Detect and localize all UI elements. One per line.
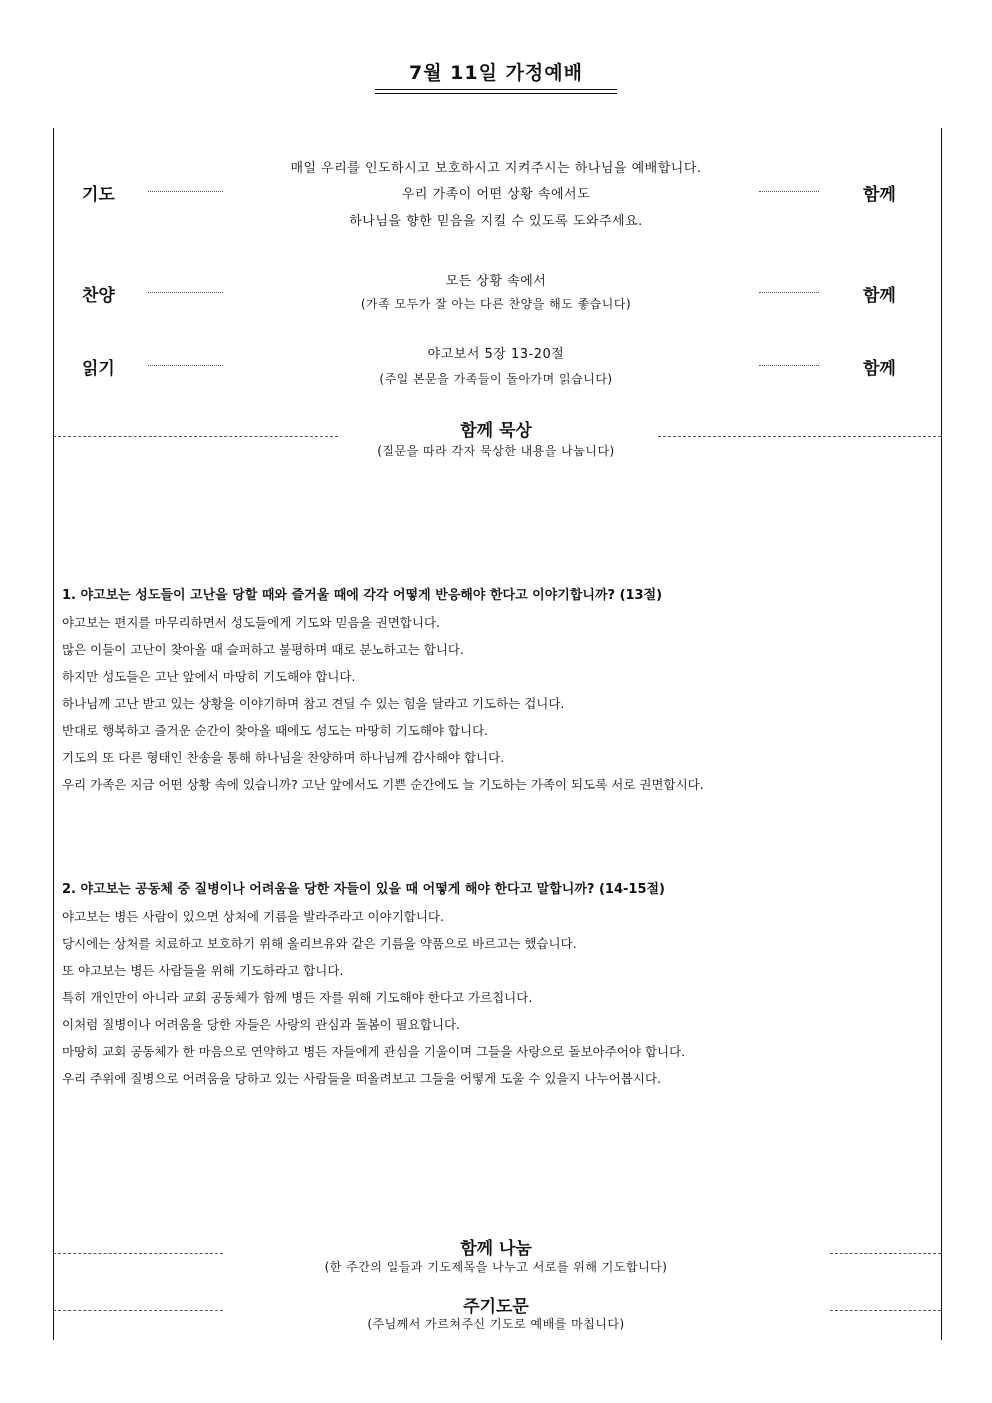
prayer-line-2: 우리 가족이 어떤 상황 속에서도 [401,187,591,202]
question-2-line: 이처럼 질병이나 어려움을 당한 자들은 사랑의 관심과 돌봄이 필요합니다. [62,1017,461,1032]
prayer-line-1: 매일 우리를 인도하시고 보호하시고 지켜주시는 하나님을 예배합니다. [290,161,702,176]
question-2-line: 또 야고보는 병든 사람들을 위해 기도하라고 합니다. [62,963,344,978]
order-label-reading: 읽기 [82,359,115,379]
question-1-line: 야고보는 편지를 마무리하면서 성도들에게 기도와 믿음을 권면합니다. [62,615,440,630]
praise-line-1: 모든 상황 속에서 [445,274,547,289]
dotted-leader [759,365,819,366]
lords-prayer-subtitle: (주님께서 가르쳐주신 기도로 예배를 마칩니다) [367,1317,625,1331]
question-2-line: 당시에는 상처를 치료하고 보호하기 위해 올리브유와 같은 기름을 약품으로 바르고는 했습니다. [62,936,577,951]
title-underline-bottom [375,93,617,94]
question-1 [62,582,932,798]
question-2 [62,876,932,1092]
order-who-reading: 함께 [863,359,896,379]
meditation-subtitle: (질문을 따라 각자 묵상한 내용을 나눕니다) [377,444,615,458]
reading-line-2: (주일 본문을 가족들이 돌아가며 읽습니다) [379,372,613,386]
order-who-praise: 함께 [863,286,896,306]
order-label-praise: 찬양 [82,286,115,306]
question-1-line: 하지만 성도들은 고난 앞에서 마땅히 기도해야 합니다. [62,669,356,684]
question-2-line: 특히 개인만이 아니라 교회 공동체가 함께 병든 자를 위해 기도해야 한다고 가르칩니다. [62,990,533,1005]
praise-line-2: (가족 모두가 잘 아는 다른 찬양을 해도 좋습니다) [360,297,632,311]
order-label-prayer: 기도 [82,185,115,205]
reading-line-1: 야고보서 5장 13-20절 [427,347,565,362]
question-1-line: 반대로 행복하고 즐거운 순간이 찾아올 때에도 성도는 마땅히 기도해야 합니다. [62,723,489,738]
sharing-title: 함께 나눔 [460,1239,532,1259]
meditation-title: 함께 묵상 [460,421,532,441]
page-title: 7월 11일 가정예배 [408,62,583,84]
question-1-line: 우리 가족은 지금 어떤 상황 속에 있습니까? 고난 앞에서도 기쁜 순간에도 늘 기도하는 가족이 되도록 서로 권면합시다. [62,777,704,792]
question-1-line: 기도의 또 다른 형태인 찬송을 통해 하나님을 찬양하며 하나님께 감사해야 합니다. [62,750,505,765]
prayer-line-3: 하나님을 향한 믿음을 지킬 수 있도록 도와주세요. [349,214,643,229]
sharing-subtitle: (한 주간의 일들과 기도제목을 나누고 서로를 위해 기도합니다) [324,1260,668,1274]
lords-prayer-title: 주기도문 [463,1297,529,1317]
dotted-leader [759,292,819,293]
question-1-line: 하나님께 고난 받고 있는 상황을 이야기하며 참고 견딜 수 있는 힘을 달라고 기도하는 겁니다. [62,696,565,711]
dotted-leader [148,365,223,366]
question-1-title: 1. 야고보는 성도들이 고난을 당할 때와 즐거울 때에 각각 어떻게 반응해야 한다고 이야기합니까? (13절) [62,588,663,603]
question-1-line: 많은 이들이 고난이 찾아올 때 슬퍼하고 불평하며 때로 분노하고는 합니다. [62,642,464,657]
dotted-leader [759,191,819,192]
question-2-line: 마땅히 교회 공동체가 한 마음으로 연약하고 병든 자들에게 관심을 기울이며 그들을 사랑으로 돌보아주어야 합니다. [62,1044,686,1059]
question-2-title: 2. 야고보는 공동체 중 질병이나 어려움을 당한 자들이 있을 때 어떻게 해야 한다고 말합니까? (14-15절) [62,882,665,897]
order-who-prayer: 함께 [863,185,896,205]
title-underline-top [375,89,617,90]
question-2-line: 야고보는 병든 사람이 있으면 상처에 기름을 발라주라고 이야기합니다. [62,909,444,924]
question-2-line: 우리 주위에 질병으로 어려움을 당하고 있는 사람들을 떠올려보고 그들을 어떻게 도울 수 있을지 나누어봅시다. [62,1071,662,1086]
dotted-leader [148,292,223,293]
